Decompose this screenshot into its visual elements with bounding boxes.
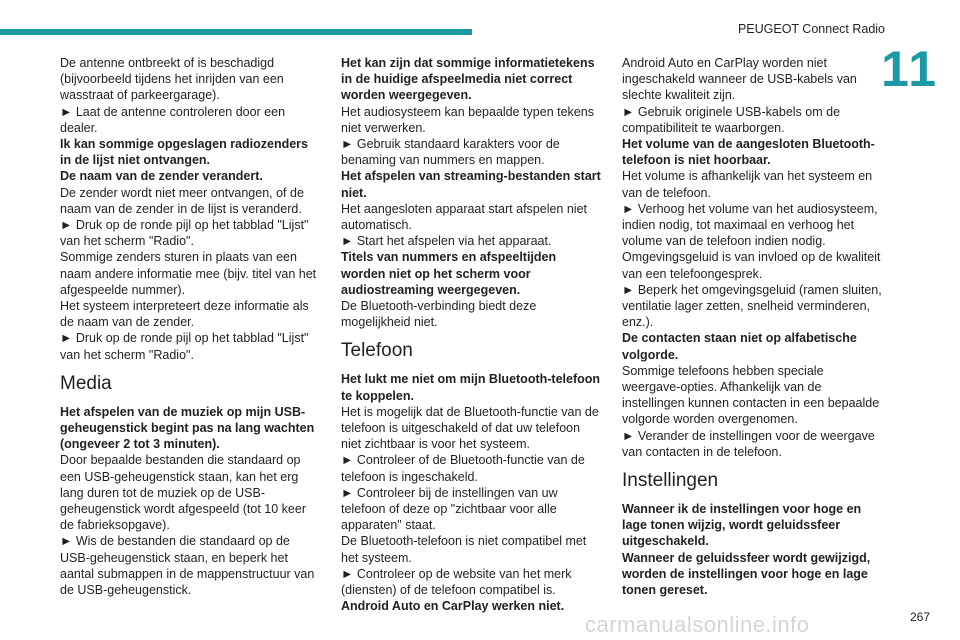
text-column-left — [60, 55, 322, 598]
question-heading: Het afspelen van de muziek op mijn USB-geheugenstick begint pas na lang wachten (ongeveer 2 tot 3 minuten). — [60, 404, 315, 452]
paragraph: ► Beperk het omgevingsgeluid (ramen sluiten, ventilatie lager zetten, snelheid verminderen, enz.). — [622, 282, 882, 330]
section-heading: Instellingen — [622, 470, 719, 492]
paragraph: ► Controleer of de Bluetooth-functie van de telefoon is ingeschakeld. — [341, 453, 585, 484]
question-heading: Het lukt me niet om mijn Bluetooth-telefoon te koppelen. — [341, 372, 601, 403]
paragraph: ► Gebruik originele USB-kabels om de compatibiliteit te waarborgen. — [622, 104, 841, 135]
page-number: 267 — [909, 610, 930, 624]
paragraph: Door bepaalde bestanden die standaard op een USB-geheugenstick staan, kan het erg lang duren tot de muziek op de USB-geheugenstick wordt afgespeeld (tot 10 keer de fabrieksopgave). — [60, 453, 306, 533]
paragraph: ► Gebruik standaard karakters voor de benaming van nummers en mappen. — [341, 137, 560, 168]
paragraph: ► Controleer bij de instellingen van uw telefoon of deze op "zichtbaar voor alle apparaten" staat. — [341, 485, 558, 533]
paragraph: Het audiosysteem kan bepaalde typen tekens niet verwerken. — [341, 104, 594, 135]
question-heading: Titels van nummers en afspeeltijden worden niet op het scherm voor audiostreaming weergegeven. — [341, 250, 557, 297]
paragraph: ► Wis de bestanden die standaard op de USB-geheugenstick staan, en beperk het aantal submappen in de mappenstructuur van de USB-geheugenstick. — [60, 534, 315, 598]
paragraph: ► Druk op de ronde pijl op het tabblad "Lijst" van het scherm "Radio". — [60, 218, 309, 249]
chapter-number: 11 — [881, 41, 938, 97]
header-accent-bar — [0, 29, 472, 35]
question-heading: Het afspelen van streaming-bestanden start niet. — [341, 169, 601, 200]
paragraph: Omgevingsgeluid is van invloed op de kwaliteit van een telefoongesprek. — [622, 250, 881, 281]
question-heading: Het kan zijn dat sommige informatietekens in de huidige afspeelmedia niet correct worden weergegeven. — [341, 56, 595, 103]
section-title: PEUGEOT Connect Radio — [737, 22, 885, 36]
question-heading: Wanneer de geluidssfeer wordt gewijzigd, worden de instellingen voor hoge en lage tonen gereset. — [622, 550, 871, 598]
paragraph: Het systeem interpreteert deze informatie als de naam van de zender. — [60, 299, 309, 330]
paragraph: Het is mogelijk dat de Bluetooth-functie van de telefoon is uitgeschakeld of dat uw telefoon niet zichtbaar is voor het systeem. — [341, 404, 599, 452]
question-heading: Het volume van de aangesloten Bluetooth-telefoon is niet hoorbaar. — [622, 137, 875, 168]
paragraph: De Bluetooth-verbinding biedt deze mogelijkheid niet. — [341, 299, 537, 330]
question-heading: Ik kan sommige opgeslagen radiozenders in de lijst niet ontvangen. — [60, 137, 308, 168]
paragraph: Sommige zenders sturen in plaats van een naam andere informatie mee (bijv. titel van het afgespeelde nummer). — [60, 250, 317, 297]
question-heading: Android Auto en CarPlay werken niet. — [341, 599, 565, 614]
paragraph: Android Auto en CarPlay worden niet ingeschakeld wanneer de USB-kabels van slechte kwaliteit zijn. — [622, 56, 857, 103]
paragraph: De zender wordt niet meer ontvangen, of de naam van de zender in de lijst is veranderd. — [60, 185, 304, 216]
section-heading: Telefoon — [341, 340, 413, 362]
question-heading: De naam van de zender verandert. — [60, 169, 263, 184]
paragraph: ► Controleer op de website van het merk (diensten) of de telefoon compatibel is. — [341, 566, 572, 598]
section-heading: Media — [60, 372, 112, 394]
text-column-middle — [341, 55, 603, 615]
paragraph: Het aangesloten apparaat start afspelen niet automatisch. — [341, 201, 588, 233]
paragraph: ► Verhoog het volume van het audiosysteem, indien nodig, tot maximaal en verhoog het volume van de telefoon indien nodig. — [622, 201, 878, 249]
question-heading: Wanneer ik de instellingen voor hoge en lage tonen wijzig, wordt geluidssfeer uitgeschakeld. — [622, 502, 862, 549]
paragraph: ► Verander de instellingen voor de weergave van contacten in de telefoon. — [622, 428, 875, 459]
paragraph: Sommige telefoons hebben speciale weergave-opties. Afhankelijk van de instellingen kunnen contacten in een bepaalde volgorde worden overgenomen. — [622, 363, 880, 427]
paragraph: ► Start het afspelen via het apparaat. — [341, 234, 552, 249]
paragraph: ► Druk op de ronde pijl op het tabblad "Lijst" van het scherm "Radio". — [60, 331, 309, 362]
watermark: carmanualsonline.info — [585, 612, 810, 637]
text-column-right — [622, 55, 884, 598]
paragraph: Het volume is afhankelijk van het systeem en van de telefoon. — [622, 169, 873, 200]
question-heading: De contacten staan niet op alfabetische volgorde. — [622, 331, 857, 362]
paragraph: ► Laat de antenne controleren door een dealer. — [60, 104, 286, 135]
paragraph: De Bluetooth-telefoon is niet compatibel met het systeem. — [341, 534, 587, 565]
paragraph: De antenne ontbreekt of is beschadigd (bijvoorbeeld tijdens het inrijden van een wasstraat of parkeergarage). — [60, 56, 284, 103]
